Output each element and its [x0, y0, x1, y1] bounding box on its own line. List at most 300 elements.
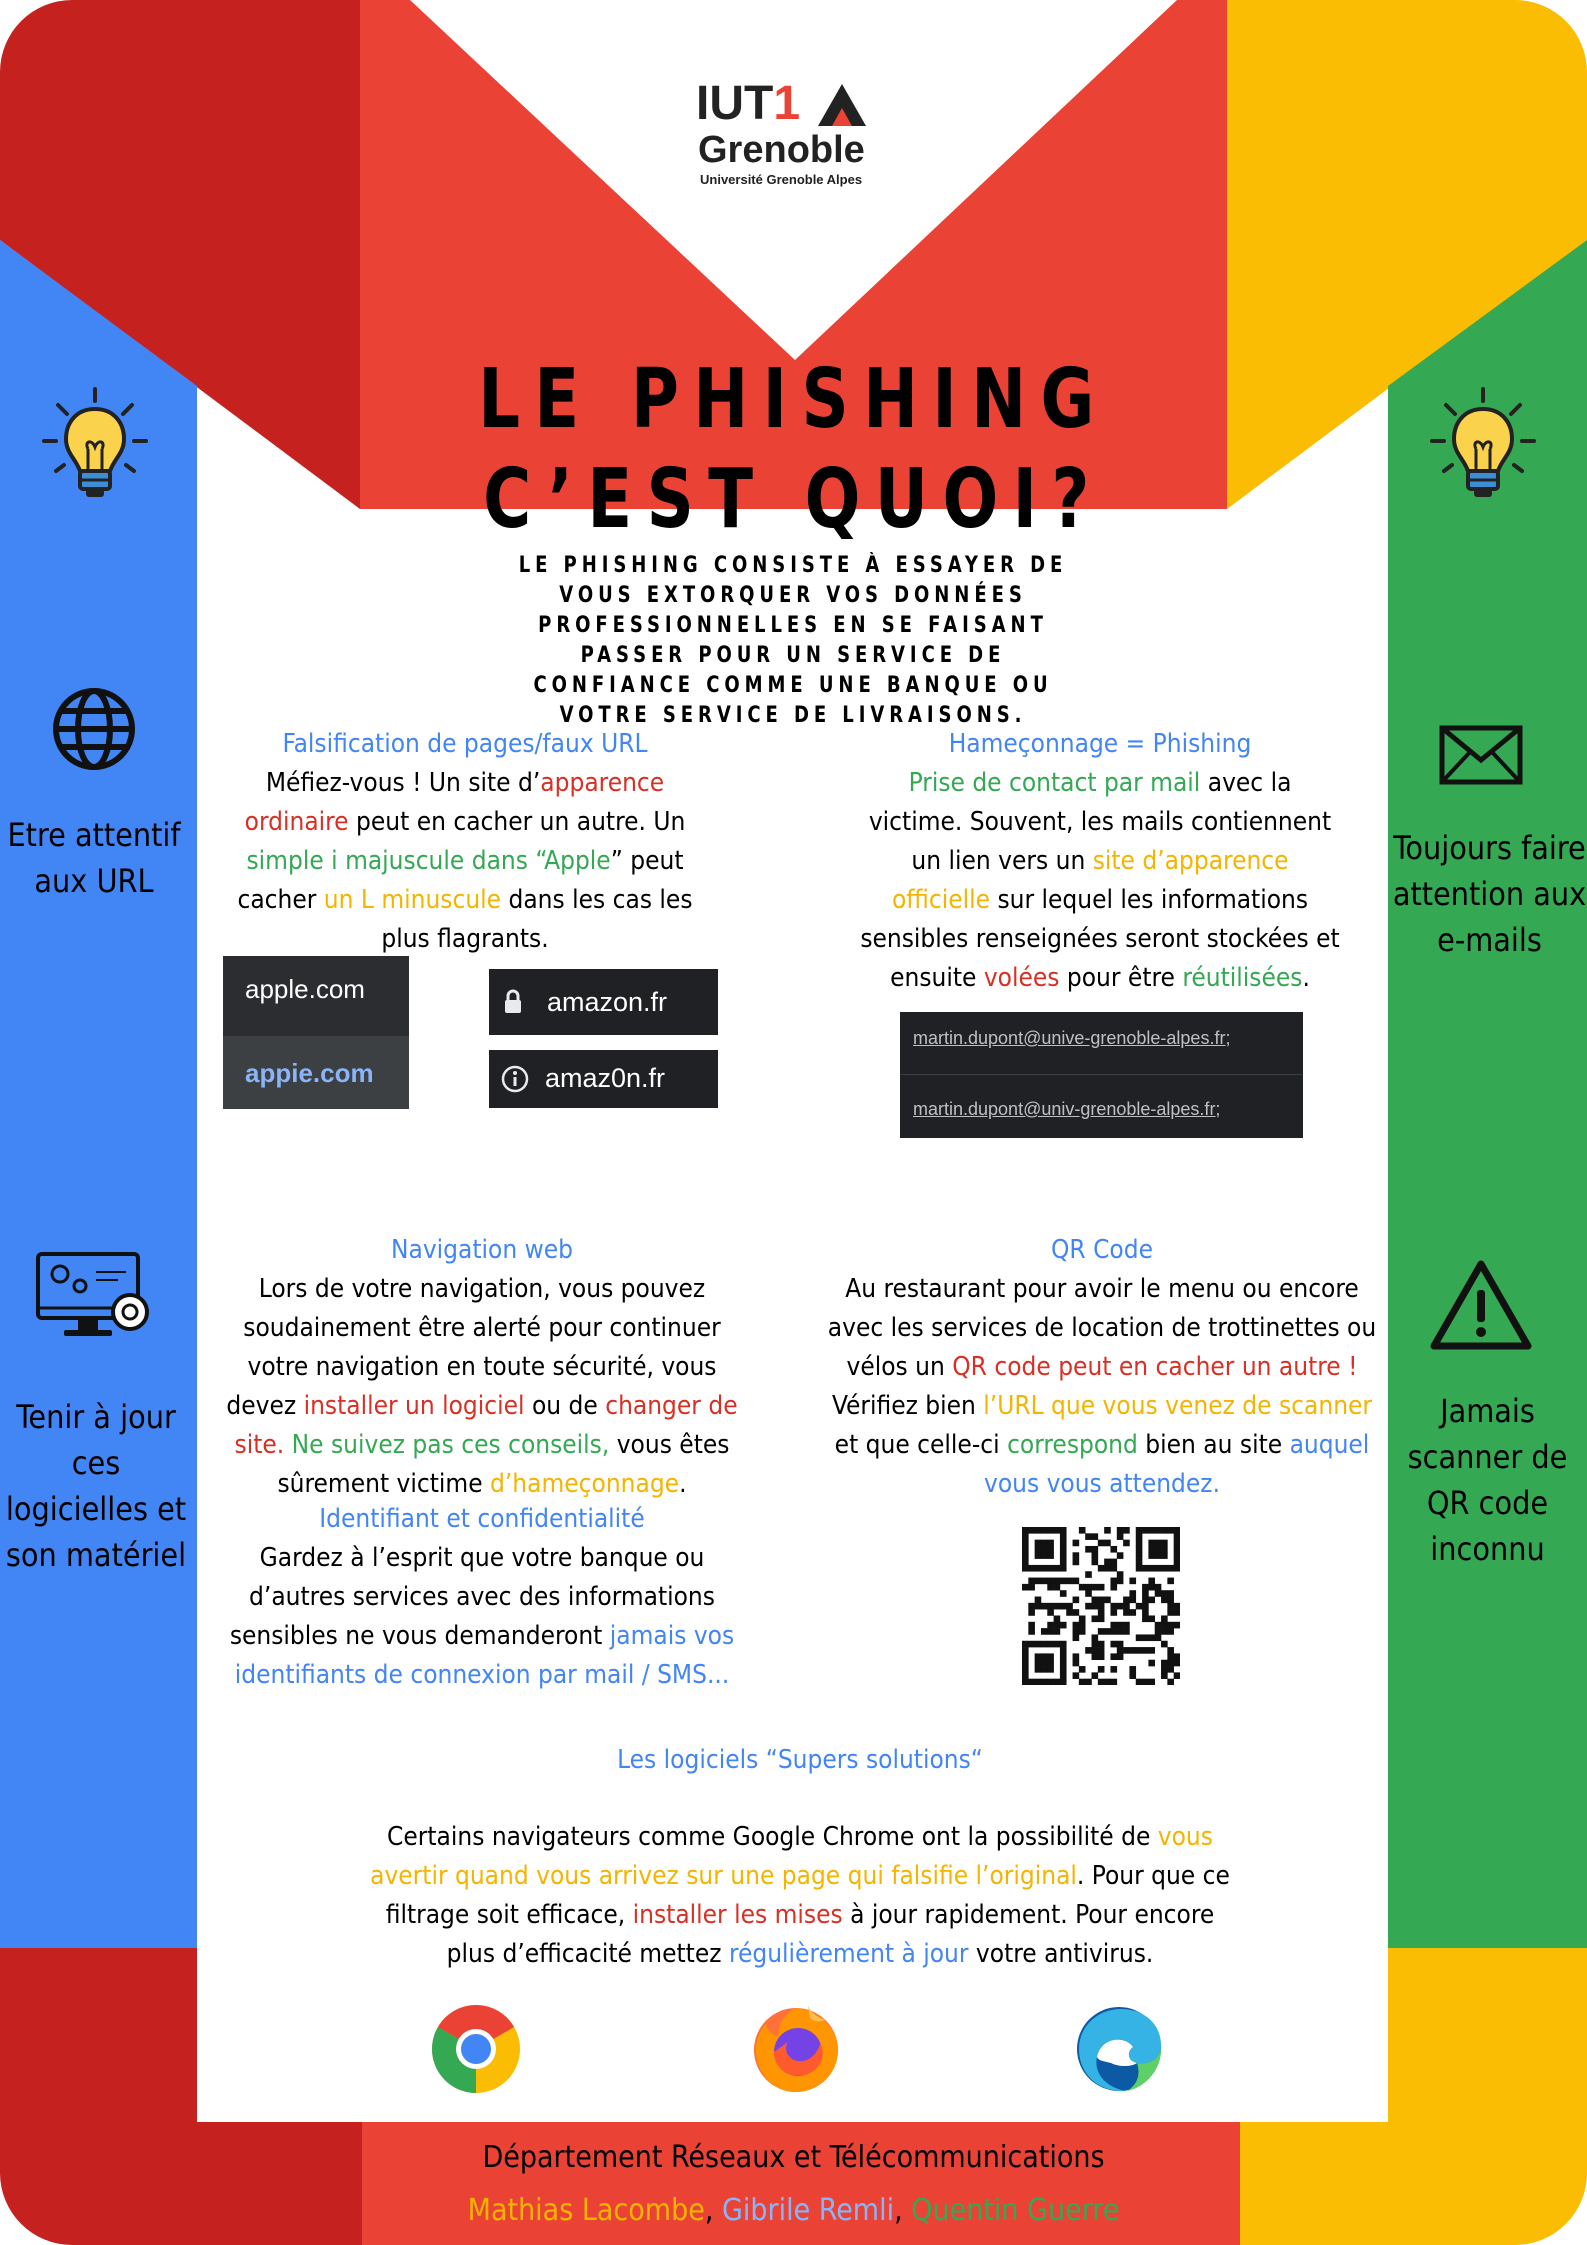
- qr-module: [1155, 1590, 1162, 1597]
- qr-module: [1054, 1641, 1061, 1648]
- qr-module: [1110, 1641, 1117, 1648]
- qr-module: [1098, 1603, 1105, 1610]
- qr-module: [1117, 1552, 1124, 1559]
- section-identifiant: [212, 1500, 752, 1695]
- footer-authors: [300, 2193, 1287, 2228]
- qr-module: [1066, 1603, 1073, 1610]
- logo-iut: IUT: [696, 77, 774, 130]
- qr-module: [1085, 1533, 1092, 1540]
- qr-module: [1035, 1660, 1042, 1667]
- qr-module: [1035, 1597, 1042, 1604]
- qr-module: [1085, 1590, 1092, 1597]
- qr-module: [1110, 1578, 1117, 1585]
- qr-module: [1092, 1634, 1099, 1641]
- qr-module: [1054, 1584, 1061, 1591]
- falsification-highlight: simple i majuscule dans “Apple: [246, 846, 611, 876]
- qr-module: [1129, 1647, 1136, 1654]
- qr-module: [1110, 1628, 1117, 1635]
- footer-separator: ,: [894, 2193, 912, 2228]
- qr-module: [1142, 1597, 1149, 1604]
- qr-module: [1060, 1666, 1067, 1673]
- qr-module: [1136, 1533, 1143, 1540]
- qr-module: [1129, 1578, 1136, 1585]
- qr-module: [1148, 1679, 1155, 1685]
- footer-department: [300, 2140, 1287, 2175]
- qr-module: [1092, 1546, 1099, 1553]
- iut-grenoble-logo: [690, 78, 900, 193]
- tip-url-text: Etre attentif aux URL: [7, 816, 181, 900]
- qr-module: [1136, 1527, 1143, 1534]
- qr-module: [1047, 1578, 1054, 1585]
- qr-module: [1161, 1666, 1168, 1673]
- qr-module: [1054, 1603, 1061, 1610]
- qr-module: [1148, 1597, 1155, 1604]
- qr-module: [1142, 1584, 1149, 1591]
- qr-module: [1148, 1634, 1155, 1641]
- logo-triangle-icon: [816, 82, 868, 128]
- qr-module: [1060, 1653, 1067, 1660]
- navigation-text: ou de: [524, 1391, 606, 1421]
- qr-module: [1079, 1584, 1086, 1591]
- qr-module: [1110, 1653, 1117, 1660]
- qr-module: [1161, 1546, 1168, 1553]
- qr-module: [1098, 1615, 1105, 1622]
- qr-module: [1098, 1647, 1105, 1654]
- qr-module: [1047, 1540, 1054, 1547]
- qr-module: [1161, 1672, 1168, 1679]
- qr-module: [1104, 1597, 1111, 1604]
- qr-module: [1041, 1660, 1048, 1667]
- qr-module: [1148, 1615, 1155, 1622]
- qr-module: [1167, 1666, 1174, 1673]
- qr-module: [1148, 1584, 1155, 1591]
- qr-module: [1073, 1597, 1080, 1604]
- qr-module: [1041, 1679, 1048, 1685]
- qr-module: [1110, 1666, 1117, 1673]
- qr-module: [1161, 1641, 1168, 1648]
- hameconnage-text: .: [1302, 963, 1310, 993]
- qr-module: [1073, 1672, 1080, 1679]
- amazon-url-real-screenshot: [489, 969, 718, 1035]
- qr-module: [1035, 1666, 1042, 1673]
- qr-module: [1028, 1609, 1035, 1616]
- qr-module: [1054, 1628, 1061, 1635]
- qr-module: [1148, 1565, 1155, 1572]
- qr-module: [1155, 1628, 1162, 1635]
- falsification-highlight: apparence ordinaire: [244, 768, 665, 837]
- qr-module: [1161, 1628, 1168, 1635]
- qr-module: [1117, 1628, 1124, 1635]
- section-navigation: [212, 1231, 752, 1504]
- qr-module: [1060, 1540, 1067, 1547]
- qr-module: [1123, 1622, 1130, 1629]
- qr-module: [1129, 1597, 1136, 1604]
- qr-module: [1174, 1546, 1180, 1553]
- qr-module: [1148, 1546, 1155, 1553]
- qrcode-text: bien au site: [1137, 1430, 1290, 1460]
- edge-icon: [1075, 2005, 1163, 2093]
- qr-module: [1060, 1552, 1067, 1559]
- qr-module: [1148, 1660, 1155, 1667]
- qr-module: [1174, 1672, 1180, 1679]
- qr-module: [1054, 1565, 1061, 1572]
- qr-module: [1155, 1540, 1162, 1547]
- qr-module: [1035, 1578, 1042, 1585]
- qr-module: [1123, 1603, 1130, 1610]
- qr-module: [1022, 1666, 1029, 1673]
- qr-module: [1136, 1679, 1143, 1685]
- lock-icon: [503, 989, 523, 1015]
- qr-module: [1174, 1609, 1180, 1616]
- qr-module: [1047, 1609, 1054, 1616]
- qr-module: [1028, 1641, 1035, 1648]
- qr-module: [1104, 1527, 1111, 1534]
- section-qrcode: [822, 1231, 1382, 1504]
- qrcode-highlight: l’URL que vous venez de scanner: [983, 1391, 1373, 1421]
- qr-module: [1129, 1666, 1136, 1673]
- qr-module: [1098, 1540, 1105, 1547]
- qr-module: [1085, 1584, 1092, 1591]
- qr-module: [1028, 1622, 1035, 1629]
- qr-module: [1174, 1565, 1180, 1572]
- qr-module: [1110, 1546, 1117, 1553]
- hameconnage-heading: Hameçonnage = Phishing: [948, 729, 1252, 759]
- qr-module: [1098, 1609, 1105, 1616]
- qr-module: [1167, 1660, 1174, 1667]
- qr-module: [1129, 1590, 1136, 1597]
- qr-module: [1155, 1527, 1162, 1534]
- qr-module: [1161, 1660, 1168, 1667]
- falsification-text: Méfiez-vous ! Un site d’: [265, 768, 541, 798]
- qr-module: [1148, 1540, 1155, 1547]
- qr-module: [1060, 1679, 1067, 1685]
- qr-module: [1123, 1647, 1130, 1654]
- navigation-highlight: d’hameçonnage: [490, 1469, 680, 1499]
- qr-module: [1073, 1660, 1080, 1667]
- qr-module: [1136, 1559, 1143, 1566]
- qr-module: [1092, 1672, 1099, 1679]
- tip-qrcode-text: Jamais scanner de QR code inconnu: [1407, 1392, 1568, 1568]
- qr-module: [1041, 1527, 1048, 1534]
- qr-module: [1136, 1603, 1143, 1610]
- qr-module: [1073, 1609, 1080, 1616]
- qr-module: [1167, 1628, 1174, 1635]
- apple-url-real: apple.com: [245, 974, 365, 1004]
- qr-module: [1041, 1666, 1048, 1673]
- qr-module: [1079, 1622, 1086, 1629]
- qr-module: [1047, 1584, 1054, 1591]
- qr-module: [1155, 1552, 1162, 1559]
- qr-module: [1047, 1546, 1054, 1553]
- qr-module: [1167, 1603, 1174, 1610]
- qr-module: [1142, 1565, 1149, 1572]
- qrcode-heading: QR Code: [1051, 1235, 1153, 1265]
- qr-module: [1117, 1647, 1124, 1654]
- globe-icon: [50, 685, 138, 773]
- qr-module: [1085, 1546, 1092, 1553]
- qr-module: [1047, 1565, 1054, 1572]
- qr-module: [1060, 1603, 1067, 1610]
- section-logiciels-heading: [400, 1741, 1200, 1780]
- qr-module: [1028, 1603, 1035, 1610]
- qr-module: [1047, 1628, 1054, 1635]
- qr-module: [1167, 1565, 1174, 1572]
- qr-module: [1047, 1622, 1054, 1629]
- qr-module: [1110, 1609, 1117, 1616]
- qr-module: [1022, 1527, 1029, 1534]
- qr-module: [1035, 1540, 1042, 1547]
- qr-module: [1117, 1571, 1124, 1578]
- qr-module: [1041, 1653, 1048, 1660]
- email-fake: martin.dupont@unive-grenoble-alpes.fr;: [913, 1028, 1231, 1048]
- logiciels-text: Certains navigateurs comme Google Chrome ont la possibilité de: [387, 1822, 1158, 1852]
- qr-module: [1073, 1628, 1080, 1635]
- qr-module: [1035, 1546, 1042, 1553]
- qr-module: [1142, 1647, 1149, 1654]
- qr-module: [1167, 1527, 1174, 1534]
- qr-module: [1035, 1653, 1042, 1660]
- qr-module: [1104, 1540, 1111, 1547]
- qr-module: [1136, 1565, 1143, 1572]
- navigation-text: .: [679, 1469, 687, 1499]
- hameconnage-text: sur lequel les informations sensibles renseignées seront stockées et ensuite: [860, 885, 1340, 993]
- qr-module: [1054, 1622, 1061, 1629]
- qr-module: [1104, 1565, 1111, 1572]
- section-logiciels: [360, 1818, 1240, 1974]
- tip-url: [0, 812, 188, 904]
- qr-module: [1174, 1622, 1180, 1629]
- qr-module: [1174, 1540, 1180, 1547]
- logiciels-heading: Les logiciels “Supers solutions“: [617, 1745, 983, 1775]
- qr-module: [1098, 1666, 1105, 1673]
- logiciels-text: à jour rapidement. Pour encore plus d’efficacité mettez: [446, 1900, 1215, 1969]
- qr-module: [1104, 1559, 1111, 1566]
- qr-module: [1161, 1527, 1168, 1534]
- tip-software: [0, 1394, 192, 1578]
- qr-module: [1136, 1647, 1143, 1654]
- section-falsification: [212, 725, 718, 959]
- identifiant-heading: Identifiant et confidentialité: [319, 1504, 645, 1534]
- qr-module: [1085, 1647, 1092, 1654]
- qr-module: [1142, 1603, 1149, 1610]
- qrcode-highlight: auquel vous vous attendez.: [983, 1430, 1370, 1499]
- qr-module: [1155, 1565, 1162, 1572]
- qr-module: [1073, 1540, 1080, 1547]
- qr-module: [1092, 1647, 1099, 1654]
- qr-module: [1041, 1552, 1048, 1559]
- identifiant-text: Gardez à l’esprit que votre banque ou d’autres services avec des informations sensibles ne vous demanderont: [229, 1543, 715, 1651]
- qr-module: [1117, 1622, 1124, 1629]
- qr-module: [1028, 1527, 1035, 1534]
- qr-module: [1110, 1559, 1117, 1566]
- qr-module: [1110, 1622, 1117, 1629]
- lightbulb-icon: [40, 385, 150, 505]
- qr-module: [1028, 1578, 1035, 1585]
- qr-module: [1110, 1565, 1117, 1572]
- qr-module: [1035, 1527, 1042, 1534]
- qr-module: [1174, 1533, 1180, 1540]
- qr-module: [1041, 1565, 1048, 1572]
- qr-module: [1174, 1559, 1180, 1566]
- falsification-highlight: un L minuscule: [323, 885, 502, 915]
- qr-module: [1041, 1546, 1048, 1553]
- qr-module: [1041, 1628, 1048, 1635]
- qr-module: [1161, 1590, 1168, 1597]
- qr-module: [1161, 1565, 1168, 1572]
- qr-module: [1117, 1527, 1124, 1534]
- qr-module: [1047, 1527, 1054, 1534]
- hameconnage-text: pour être: [1059, 963, 1183, 993]
- falsification-heading: Falsification de pages/faux URL: [282, 729, 648, 759]
- footer-author: Quentin Guerre: [911, 2193, 1120, 2228]
- qr-module: [1123, 1540, 1130, 1547]
- qr-module: [1110, 1679, 1117, 1685]
- qr-module: [1060, 1578, 1067, 1585]
- qr-module: [1167, 1578, 1174, 1585]
- qr-module: [1142, 1634, 1149, 1641]
- falsification-text: ” peut cacher: [237, 846, 684, 915]
- qr-module: [1073, 1578, 1080, 1585]
- qr-module: [1054, 1527, 1061, 1534]
- qr-module: [1123, 1609, 1130, 1616]
- qr-module: [1022, 1533, 1029, 1540]
- qr-module: [1098, 1641, 1105, 1648]
- logiciels-highlight: vous avertir quand vous arrivez sur une page qui falsifie l’original: [370, 1822, 1213, 1891]
- qr-module: [1092, 1603, 1099, 1610]
- qrcode-text: Au restaurant pour avoir le menu ou encore avec les services de location de trottinettes ou vélos un: [827, 1274, 1377, 1382]
- qr-module: [1060, 1527, 1067, 1534]
- qr-module: [1129, 1672, 1136, 1679]
- navigation-highlight: Ne suivez pas ces conseils,: [284, 1430, 610, 1460]
- qr-module: [1060, 1546, 1067, 1553]
- info-icon: [501, 1065, 529, 1093]
- footer-department-text: Département Réseaux et Télécommunications: [482, 2140, 1105, 2175]
- qr-module: [1079, 1628, 1086, 1635]
- qr-module: [1104, 1628, 1111, 1635]
- qr-module: [1092, 1653, 1099, 1660]
- qr-module: [1028, 1679, 1035, 1685]
- qr-module: [1117, 1578, 1124, 1585]
- qr-module: [1148, 1647, 1155, 1654]
- amazon-url-real: amazon.fr: [547, 987, 668, 1017]
- tip-email-text: Toujours faire attention aux e-mails: [1392, 829, 1587, 959]
- qr-module: [1035, 1679, 1042, 1685]
- qr-module: [1041, 1578, 1048, 1585]
- qr-module: [1022, 1546, 1029, 1553]
- qr-module: [1155, 1584, 1162, 1591]
- qr-module: [1148, 1578, 1155, 1585]
- qr-module: [1161, 1597, 1168, 1604]
- qr-module: [1060, 1622, 1067, 1629]
- lightbulb-icon: [1428, 385, 1538, 505]
- qr-module: [1022, 1552, 1029, 1559]
- tip-qrcode: [1388, 1388, 1587, 1572]
- logiciels-text: votre antivirus.: [968, 1939, 1154, 1969]
- qr-module: [1161, 1540, 1168, 1547]
- logo-uga: Université Grenoble Alpes: [700, 172, 863, 187]
- qr-module: [1073, 1622, 1080, 1629]
- qr-module: [1123, 1597, 1130, 1604]
- falsification-text: dans les cas les plus flagrants.: [381, 885, 693, 954]
- apple-url-screenshot: [223, 956, 409, 1109]
- qr-module: [1060, 1672, 1067, 1679]
- qr-module: [1142, 1679, 1149, 1685]
- qr-module: [1060, 1559, 1067, 1566]
- amazon-url-fake-screenshot: [489, 1050, 718, 1108]
- qr-module: [1174, 1552, 1180, 1559]
- qr-module: [1079, 1679, 1086, 1685]
- qr-module: [1035, 1603, 1042, 1610]
- qr-module: [1142, 1590, 1149, 1597]
- qrcode-text: et que celle-ci: [834, 1430, 1008, 1460]
- qr-module: [1117, 1603, 1124, 1610]
- logiciels-text: . Pour que ce filtrage soit efficace,: [385, 1861, 1230, 1930]
- navigation-heading: Navigation web: [391, 1235, 573, 1265]
- qr-module: [1098, 1628, 1105, 1635]
- section-hameconnage: [860, 725, 1340, 998]
- qr-module: [1073, 1552, 1080, 1559]
- qr-module: [1167, 1597, 1174, 1604]
- footer-separator: ,: [704, 2193, 722, 2228]
- qr-module: [1054, 1578, 1061, 1585]
- hameconnage-highlight: volées: [983, 963, 1060, 993]
- qr-module: [1022, 1660, 1029, 1667]
- qr-module: [1073, 1653, 1080, 1660]
- qr-module: [1092, 1533, 1099, 1540]
- navigation-highlight: installer un logiciel: [303, 1391, 525, 1421]
- qrcode-highlight: correspond: [1007, 1430, 1138, 1460]
- logo-digit: 1: [773, 77, 801, 130]
- qr-module: [1060, 1660, 1067, 1667]
- qr-module: [1167, 1609, 1174, 1616]
- logiciels-highlight: régulièrement à jour: [728, 1939, 969, 1969]
- qr-module: [1098, 1565, 1105, 1572]
- qr-module: [1110, 1603, 1117, 1610]
- qr-module: [1041, 1540, 1048, 1547]
- qr-module: [1066, 1578, 1073, 1585]
- tip-email: [1392, 825, 1587, 963]
- qr-module: [1167, 1647, 1174, 1654]
- qr-module: [1092, 1584, 1099, 1591]
- qr-module: [1079, 1527, 1086, 1534]
- qr-module: [1047, 1552, 1054, 1559]
- qr-module: [1079, 1666, 1086, 1673]
- qr-module: [1022, 1540, 1029, 1547]
- qr-module: [1098, 1679, 1105, 1685]
- qr-module: [1060, 1565, 1067, 1572]
- qr-module: [1092, 1559, 1099, 1566]
- qr-module: [1142, 1609, 1149, 1616]
- computer-settings-icon: [34, 1250, 154, 1350]
- qr-module: [1079, 1615, 1086, 1622]
- navigation-highlight: changer de site.: [234, 1391, 738, 1460]
- qr-module: [1161, 1622, 1168, 1629]
- qr-module: [1022, 1584, 1029, 1591]
- qr-module: [1142, 1615, 1149, 1622]
- envelope-icon: [1438, 724, 1524, 786]
- qr-module: [1022, 1559, 1029, 1566]
- qr-module: [1136, 1552, 1143, 1559]
- qr-module: [1054, 1679, 1061, 1685]
- firefox-icon: [748, 2000, 844, 2096]
- qr-code-image: [1022, 1527, 1180, 1685]
- qr-module: [1167, 1679, 1174, 1685]
- qr-module: [1110, 1584, 1117, 1591]
- page-title: LE PHISHING C’EST QUOI?: [478, 352, 1109, 547]
- qr-module: [1066, 1609, 1073, 1616]
- qr-module: [1155, 1622, 1162, 1629]
- hameconnage-text: avec la victime. Souvent, les mails contiennent un lien vers un: [868, 768, 1332, 876]
